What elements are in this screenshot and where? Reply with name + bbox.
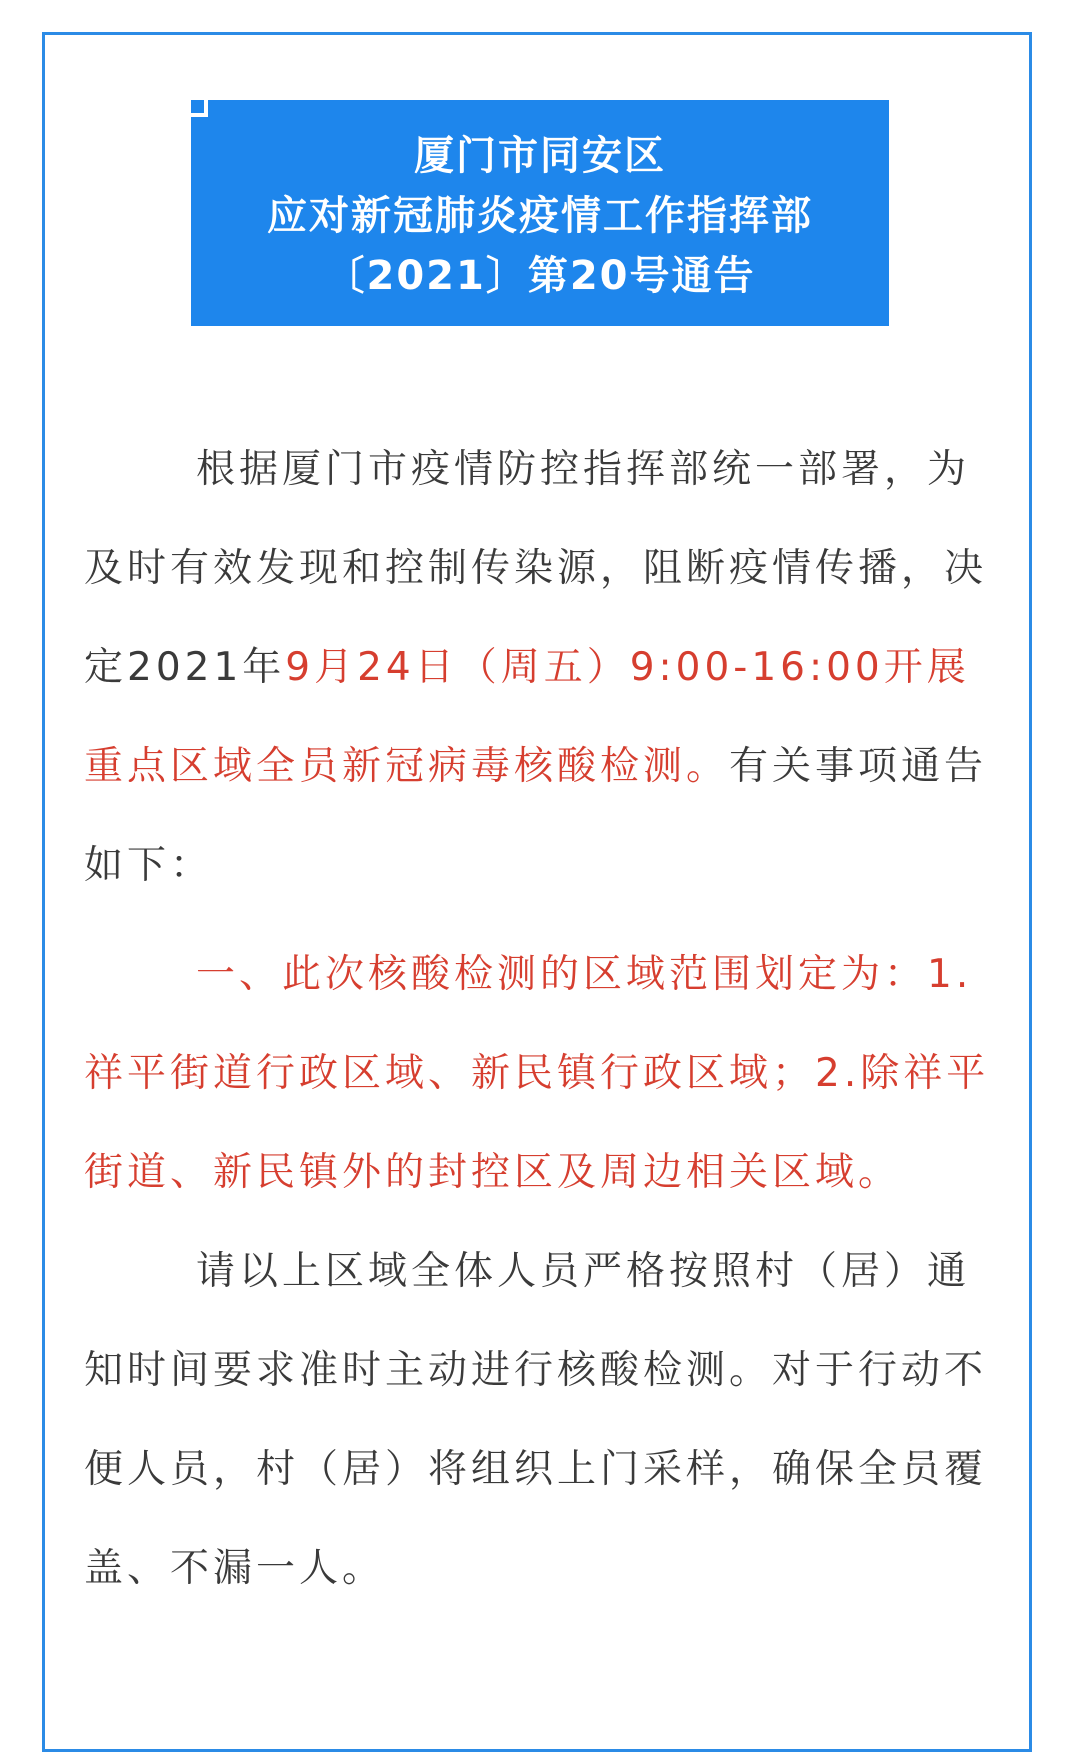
paragraph-1-ending: 有关事项通告如下： [84,744,988,888]
paragraph-3: 请以上区域全体人员严格按照村（居）通知时间要求准时主动进行核酸检测。对于行动不便人员，村（居）将组织上门采样，确保全员覆盖、不漏一人。 [84,1249,988,1591]
notice-body [84,420,994,1618]
title-line-3: 〔2021〕第20号通告 [324,253,756,299]
paragraph-2: 一、此次核酸检测的区域范围划定为：1.祥平街道行政区域、新民镇行政区域；2.除祥平街道、新民镇外的封控区及周边相关区域。 [84,952,990,1195]
corner-decoration [191,100,211,120]
title-line-2: 应对新冠肺炎疫情工作指挥部 [267,193,813,239]
paragraph-1-highlight: 9月24日（周五）9:00-16:00开展重点区域全员新冠病毒核酸检测。 [84,645,970,789]
title-banner [191,100,889,326]
title-line-1: 厦门市同安区 [414,133,666,179]
corner-square-icon [191,100,204,113]
paragraph-1-text: 根据厦门市疫情防控指挥部统一部署，为及时有效发现和控制传染源，阻断疫情传播，决定2021年 [84,447,988,690]
paragraph-1 [84,420,994,915]
